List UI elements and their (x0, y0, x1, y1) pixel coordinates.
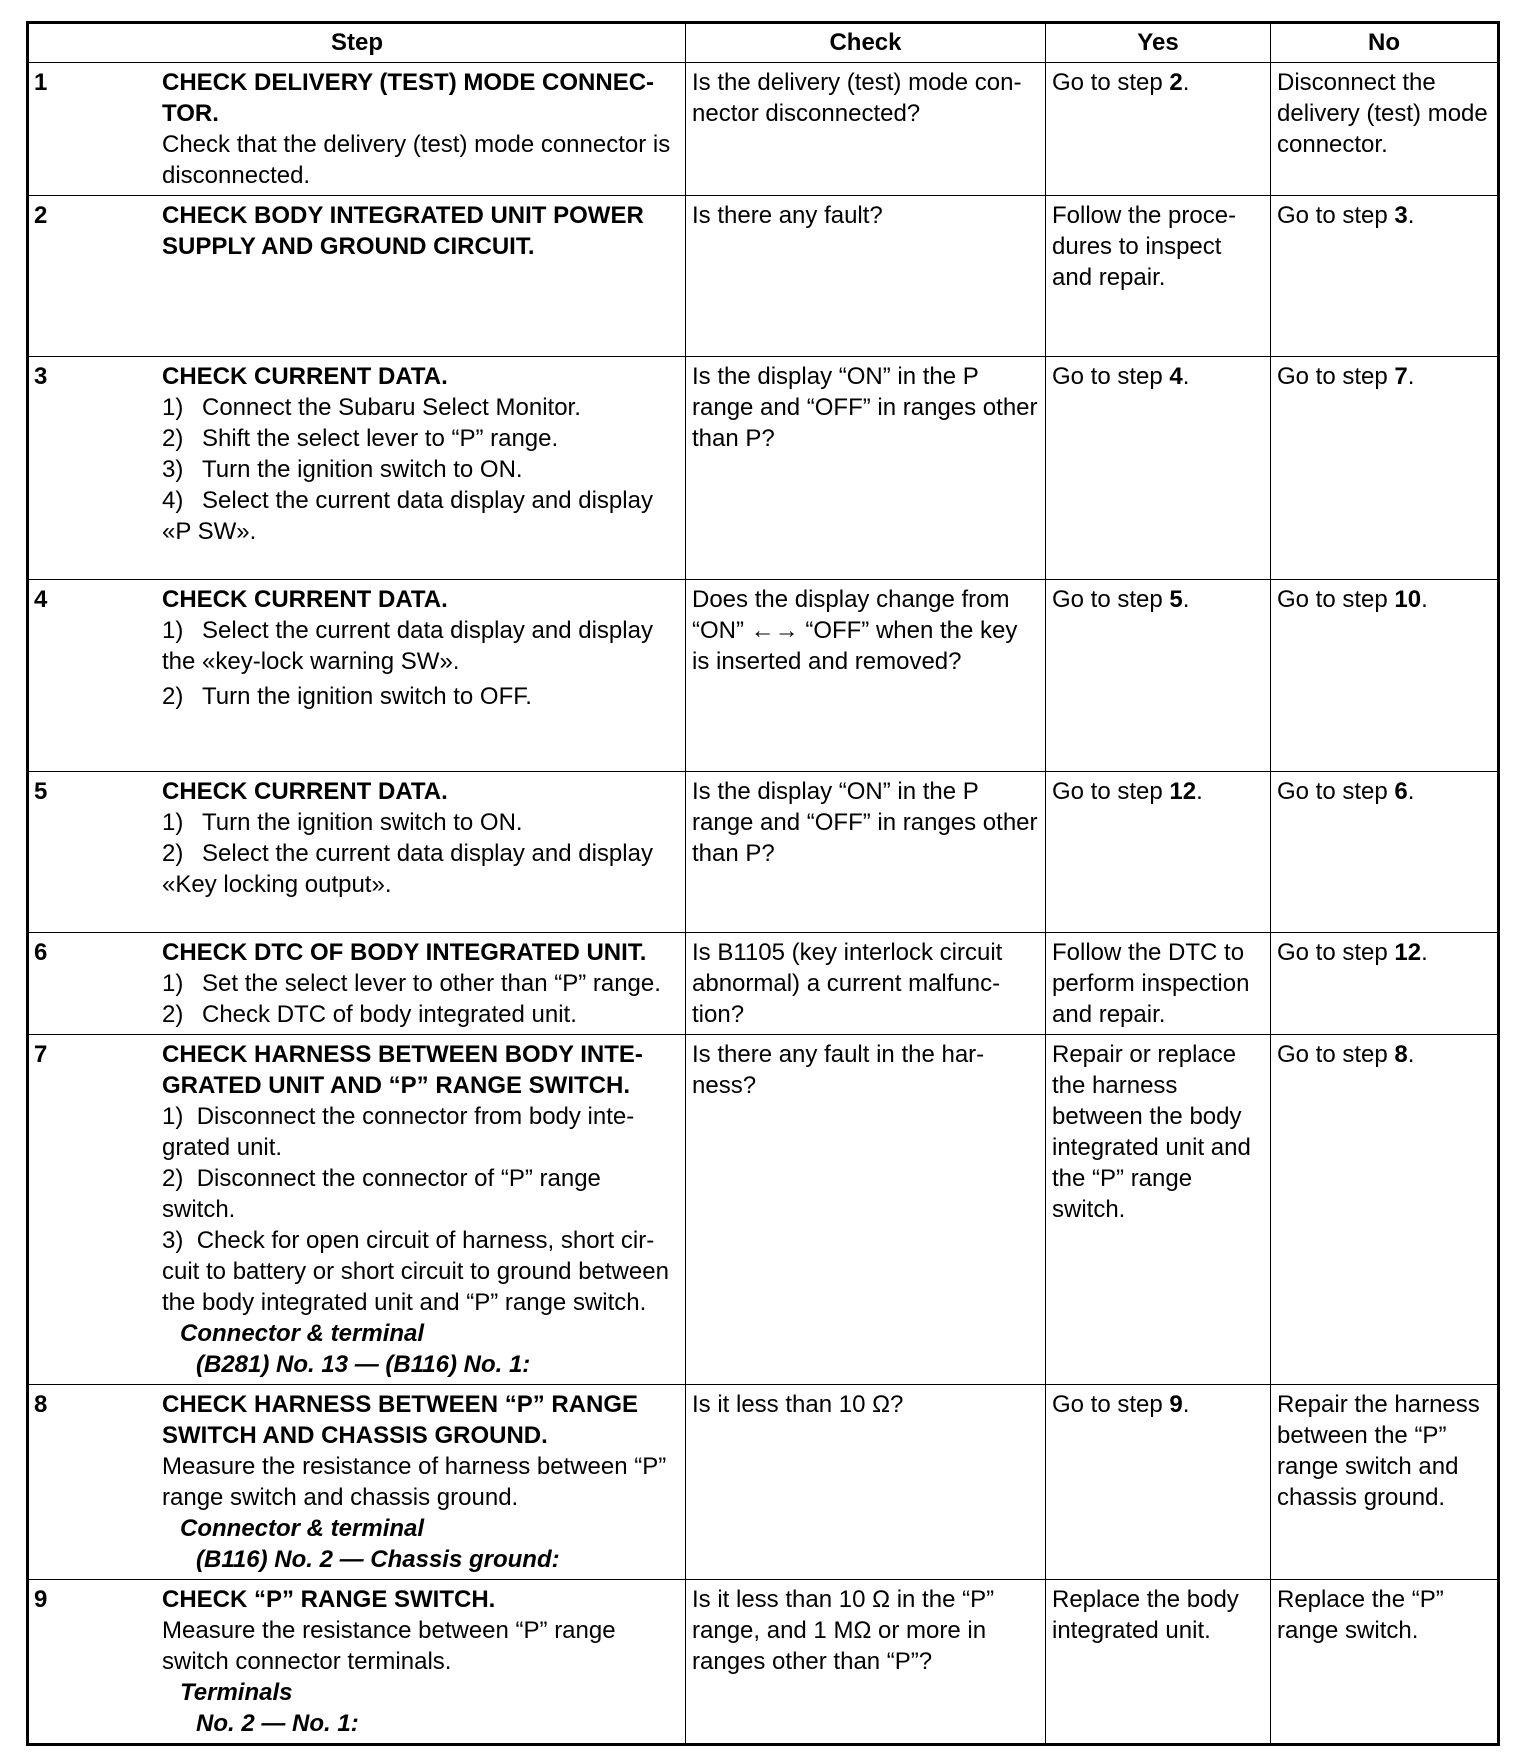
troubleshooting-table (26, 21, 1500, 1746)
no-text: Go to step (1277, 202, 1395, 229)
yes-step-number: 9 (1169, 1391, 1183, 1418)
no-step-number: 12 (1394, 939, 1422, 966)
table-row (28, 580, 1499, 772)
yes-cell (1046, 63, 1271, 196)
step-number: 3 (34, 363, 48, 390)
connector-terminal: (B281) No. 13 — (B116) No. 1: (196, 1351, 531, 1378)
table-row (28, 772, 1499, 933)
substep-text: Disconnect the connector of “P” range switch. (162, 1165, 601, 1223)
yes-text: Go to step (1052, 363, 1170, 390)
substep-text: Check for open circuit of harness, short cir-cuit to battery or short circuit to ground between the body integrated unit and “P” range switch. (162, 1227, 669, 1316)
no-text: Go to step (1277, 778, 1395, 805)
substep-number: 1) (162, 617, 184, 644)
yes-tail: . (1196, 778, 1203, 805)
connector-label: Connector & terminal (180, 1320, 425, 1347)
no-cell: Disconnect the delivery (test) mode connector. (1271, 63, 1499, 196)
step-title: CHECK HARNESS BETWEEN “P” RANGE SWITCH AND CHASSIS GROUND. (162, 1391, 639, 1449)
check-cell: Is there any fault in the har-ness? (686, 1035, 1046, 1385)
table-row (28, 1580, 1499, 1745)
step-number: 5 (34, 778, 48, 805)
no-step-number: 6 (1394, 778, 1408, 805)
step-title: CHECK CURRENT DATA. (162, 778, 448, 805)
substep-text: Shift the select lever to “P” range. (202, 425, 559, 452)
no-tail: . (1407, 202, 1415, 229)
step-number: 4 (34, 586, 48, 613)
no-step-number: 3 (1394, 202, 1408, 229)
step-number: 7 (34, 1041, 48, 1068)
step-cell (28, 933, 686, 1035)
substep-number: 2) (162, 683, 184, 710)
substep-text: Set the select lever to other than “P” range. (202, 970, 661, 997)
no-text: Go to step (1277, 586, 1395, 613)
step-number: 1 (34, 69, 48, 96)
yes-cell (1046, 357, 1271, 580)
check-cell: Does the display change from “ON” ←→ “OFF” when the key is inserted and removed? (686, 580, 1046, 772)
yes-text: Go to step (1052, 1391, 1170, 1418)
substep (162, 999, 678, 1030)
yes-step-number: 5 (1169, 586, 1183, 613)
table-row (28, 1035, 1499, 1385)
no-text: Go to step (1277, 939, 1395, 966)
substep-text: Turn the ignition switch to OFF. (202, 683, 532, 710)
check-cell: Is the delivery (test) mode con-nector disconnected? (686, 63, 1046, 196)
substep-text: Select the current data display and display the «key-lock warning SW». (162, 617, 653, 675)
check-cell: Is there any fault? (686, 196, 1046, 357)
substep-number: 3) (162, 1227, 184, 1254)
table-row (28, 357, 1499, 580)
step-cell (28, 580, 686, 772)
no-cell (1271, 933, 1499, 1035)
table-row (28, 933, 1499, 1035)
step-title: CHECK DTC OF BODY INTEGRATED UNIT. (162, 939, 647, 966)
substep-number: 2) (162, 425, 184, 452)
step-text: Measure the resistance between “P” range switch connector terminals. (162, 1617, 616, 1675)
substep-text: Connect the Subaru Select Monitor. (202, 394, 581, 421)
yes-text: Go to step (1052, 778, 1170, 805)
step-cell (28, 63, 686, 196)
substep-number: 1) (162, 1103, 184, 1130)
no-step-number: 10 (1394, 586, 1422, 613)
no-tail: . (1421, 939, 1428, 966)
no-text: Go to step (1277, 1041, 1395, 1068)
no-cell (1271, 580, 1499, 772)
no-cell: Repair the harness between the “P” range switch and chassis ground. (1271, 1385, 1499, 1580)
step-title: CHECK CURRENT DATA. (162, 363, 448, 390)
yes-tail: . (1182, 363, 1190, 390)
step-title: CHECK BODY INTEGRATED UNIT POWER SUPPLY AND GROUND CIRCUIT. (162, 202, 644, 260)
yes-cell: Follow the DTC to perform inspection and repair. (1046, 933, 1271, 1035)
no-tail: . (1407, 363, 1415, 390)
table-row (28, 196, 1499, 357)
no-tail: . (1421, 586, 1428, 613)
substep-text: Select the current data display and display «Key locking output». (162, 840, 653, 898)
step-text: Measure the resistance of harness between “P” range switch and chassis ground. (162, 1453, 667, 1511)
no-tail: . (1407, 1041, 1415, 1068)
substep-text: Turn the ignition switch to ON. (202, 456, 523, 483)
yes-step-number: 4 (1169, 363, 1183, 390)
yes-cell: Repair or replace the harness between the body integrated unit and the “P” range switch. (1046, 1035, 1271, 1385)
check-cell: Is it less than 10 Ω? (686, 1385, 1046, 1580)
step-text: Check that the delivery (test) mode connector is disconnected. (162, 131, 671, 189)
step-cell (28, 772, 686, 933)
header-yes: Yes (1046, 23, 1271, 63)
yes-text: Go to step (1052, 69, 1170, 96)
substep-number: 3) (162, 456, 184, 483)
step-cell (28, 1035, 686, 1385)
check-cell: Is B1105 (key interlock circuit abnormal) a current malfunc-tion? (686, 933, 1046, 1035)
check-cell: Is it less than 10 Ω in the “P” range, and 1 MΩ or more in ranges other than “P”? (686, 1580, 1046, 1745)
terminals-value: No. 2 — No. 1: (196, 1710, 359, 1737)
step-cell (28, 1385, 686, 1580)
no-cell (1271, 1035, 1499, 1385)
terminals-label: Terminals (180, 1679, 293, 1706)
substep-text: Turn the ignition switch to ON. (202, 809, 523, 836)
header-step: Step (28, 23, 686, 63)
step-title: CHECK “P” RANGE SWITCH. (162, 1586, 496, 1613)
no-cell (1271, 772, 1499, 933)
yes-step-number: 12 (1169, 778, 1197, 805)
step-cell (28, 357, 686, 580)
yes-tail: . (1182, 586, 1190, 613)
step-cell (28, 1580, 686, 1745)
substep (162, 681, 678, 712)
substep-number: 2) (162, 1165, 184, 1192)
table-row (28, 63, 1499, 196)
substep-number: 1) (162, 394, 184, 421)
yes-cell: Follow the proce-dures to inspect and repair. (1046, 196, 1271, 357)
substep (162, 454, 678, 485)
yes-text: Go to step (1052, 586, 1170, 613)
step-title: CHECK HARNESS BETWEEN BODY INTE-GRATED UNIT AND “P” RANGE SWITCH. (162, 1041, 643, 1099)
substep (162, 968, 678, 999)
no-text: Go to step (1277, 363, 1395, 390)
substep-number: 4) (162, 487, 184, 514)
substep (162, 423, 678, 454)
step-number: 2 (34, 202, 48, 229)
step-number: 9 (34, 1586, 48, 1613)
header-no: No (1271, 23, 1499, 63)
substep-number: 1) (162, 809, 184, 836)
substep-text: Select the current data display and display «P SW». (162, 487, 653, 545)
yes-cell (1046, 580, 1271, 772)
yes-cell (1046, 1385, 1271, 1580)
table-row (28, 1385, 1499, 1580)
step-number: 6 (34, 939, 48, 966)
substep (162, 1101, 678, 1163)
substep (162, 615, 678, 677)
check-cell: Is the display “ON” in the P range and “OFF” in ranges other than P? (686, 357, 1046, 580)
step-cell (28, 196, 686, 357)
substep (162, 838, 678, 900)
header-row (28, 23, 1499, 63)
no-cell (1271, 196, 1499, 357)
step-title: CHECK CURRENT DATA. (162, 586, 448, 613)
substep (162, 807, 678, 838)
step-title: CHECK DELIVERY (TEST) MODE CONNEC-TOR. (162, 69, 655, 127)
no-tail: . (1407, 778, 1415, 805)
no-step-number: 7 (1394, 363, 1408, 390)
substep-text: Disconnect the connector from body inte-grated unit. (162, 1103, 635, 1161)
yes-tail: . (1182, 69, 1190, 96)
yes-cell: Replace the body integrated unit. (1046, 1580, 1271, 1745)
substep (162, 485, 678, 547)
no-cell (1271, 357, 1499, 580)
substep (162, 1163, 678, 1225)
substep-text: Check DTC of body integrated unit. (202, 1001, 577, 1028)
header-check: Check (686, 23, 1046, 63)
substep-number: 2) (162, 840, 184, 867)
substep-number: 2) (162, 1001, 184, 1028)
substep (162, 392, 678, 423)
yes-tail: . (1182, 1391, 1190, 1418)
step-number: 8 (34, 1391, 48, 1418)
connector-terminal: (B116) No. 2 — Chassis ground: (196, 1546, 560, 1573)
connector-label: Connector & terminal (180, 1515, 425, 1542)
no-step-number: 8 (1394, 1041, 1408, 1068)
no-cell: Replace the “P” range switch. (1271, 1580, 1499, 1745)
substep-number: 1) (162, 970, 184, 997)
yes-cell (1046, 772, 1271, 933)
yes-step-number: 2 (1169, 69, 1183, 96)
substep (162, 1225, 678, 1318)
check-cell: Is the display “ON” in the P range and “OFF” in ranges other than P? (686, 772, 1046, 933)
